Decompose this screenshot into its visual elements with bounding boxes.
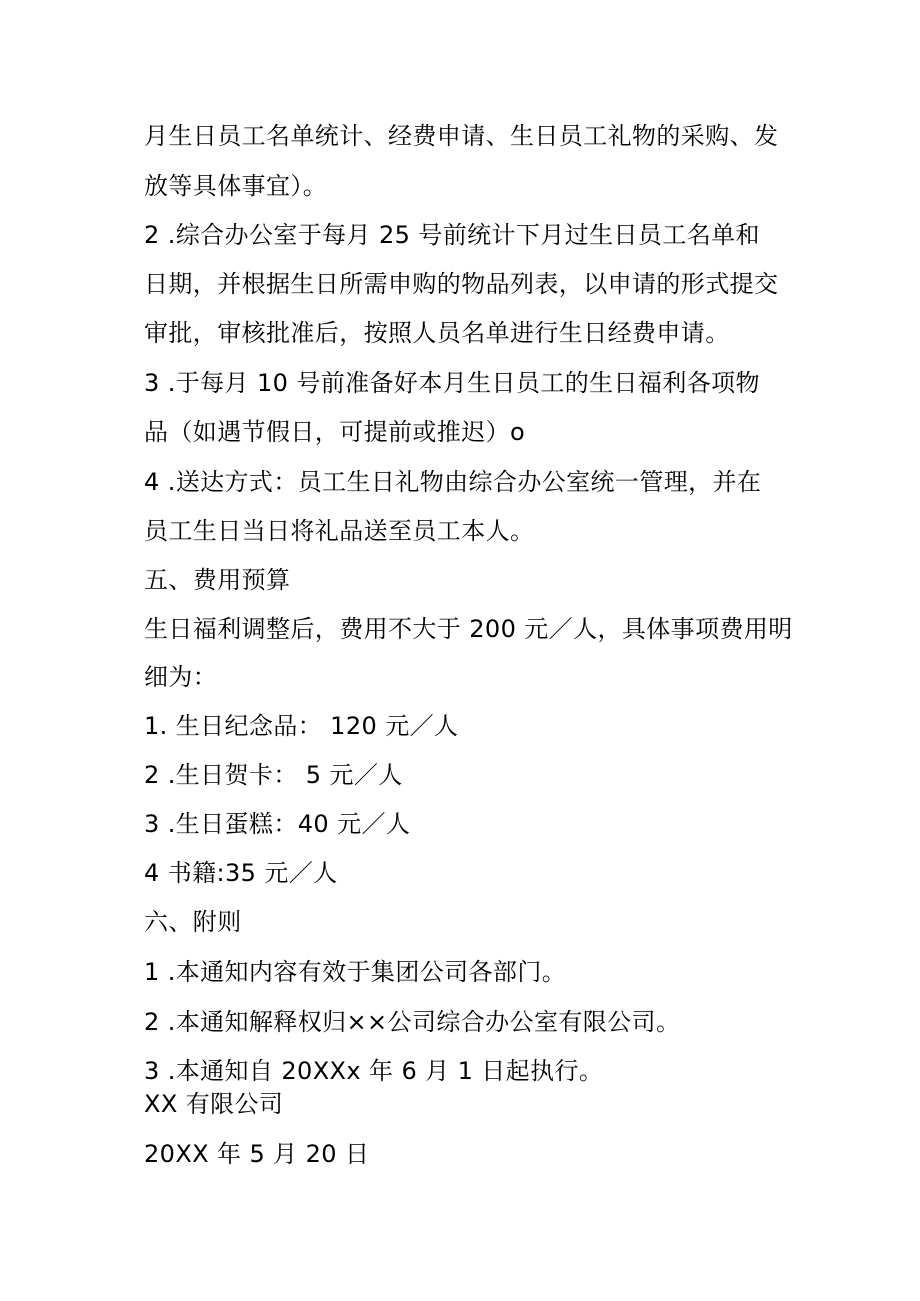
section-heading-budget: 五、费用预算 bbox=[144, 566, 291, 594]
budget-item: 3 .生日蛋糕：40 元／人 bbox=[144, 810, 411, 838]
paragraph-line: 放等具体事宜）。 bbox=[144, 172, 328, 200]
appendix-item: 1 .本通知内容有效于集团公司各部门。 bbox=[144, 958, 567, 986]
budget-item: 2 .生日贺卡： 5 元／人 bbox=[144, 761, 403, 789]
issuer-name: XX 有限公司 bbox=[144, 1090, 284, 1118]
paragraph-line: 月生日员工名单统计、经费申请、生日员工礼物的采购、发 bbox=[144, 122, 779, 150]
appendix-item: 3 .本通知自 20XXx 年 6 月 1 日起执行。 bbox=[144, 1057, 604, 1085]
list-item-2-line: 日期，并根据生日所需申购的物品列表，以申请的形式提交 bbox=[144, 270, 779, 298]
list-item-2-line: 2 .综合办公室于每月 25 号前统计下月过生日员工名单和 bbox=[144, 221, 760, 249]
list-item-3-line: 3 .于每月 10 号前准备好本月生日员工的生日福利各项物 bbox=[144, 369, 760, 397]
section-heading-appendix: 六、附则 bbox=[144, 908, 242, 936]
list-item-3-line: 品（如遇节假日，可提前或推迟）o bbox=[144, 418, 526, 446]
budget-item: 4 书籍:35 元／人 bbox=[144, 859, 338, 887]
paragraph-line: 细为： bbox=[144, 663, 218, 691]
appendix-item: 2 .本通知解释权归××公司综合办公室有限公司。 bbox=[144, 1008, 681, 1036]
list-item-4-line: 4 .送达方式：员工生日礼物由综合办公室统一管理，并在 bbox=[144, 468, 762, 496]
budget-item: 1. 生日纪念品： 120 元／人 bbox=[144, 712, 459, 740]
issue-date: 20XX 年 5 月 20 日 bbox=[144, 1140, 370, 1168]
paragraph-line: 生日福利调整后，费用不大于 200 元／人，具体事项费用明 bbox=[144, 615, 793, 643]
list-item-4-line: 员工生日当日将礼品送至员工本人。 bbox=[144, 517, 535, 545]
list-item-2-line: 审批，审核批准后，按照人员名单进行生日经费申请。 bbox=[144, 319, 730, 347]
